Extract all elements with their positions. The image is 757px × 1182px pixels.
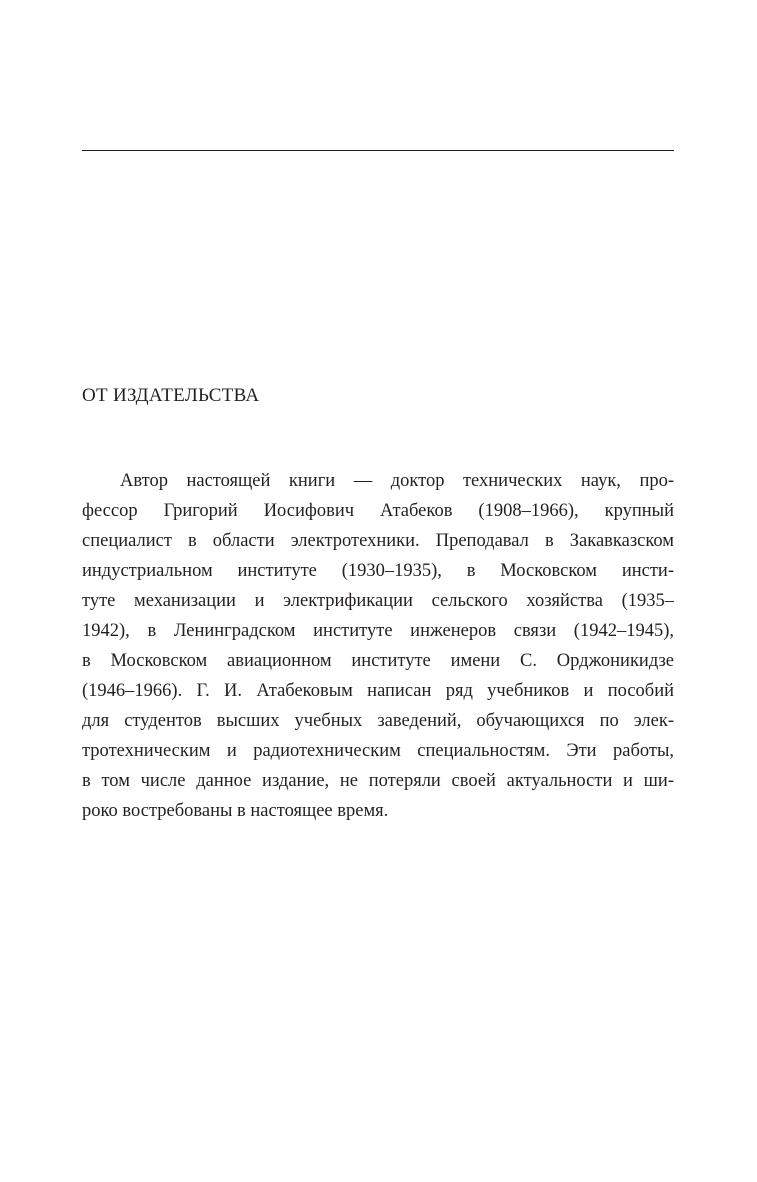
paragraph-line: (1946–1966). Г. И. Атабековым написан ряд учебников и пособий (82, 681, 674, 701)
paragraph-line: специалист в области электротехники. Преподавал в Закавказском (82, 531, 674, 551)
paragraph-line: фессор Григорий Иосифович Атабеков (1908–1966), крупный (82, 501, 674, 521)
paragraph-line: Автор настоящей книги — доктор технических наук, про- (120, 471, 674, 491)
paragraph-line: индустриальном институте (1930–1935), в Московском инсти- (82, 561, 674, 581)
section-heading: ОТ ИЗДАТЕЛЬСТВА (82, 385, 260, 406)
publisher-note-paragraph (82, 466, 674, 826)
paragraph-line: роко востребованы в настоящее время. (82, 801, 389, 821)
paragraph-line: в Московском авиационном институте имени С. Орджоникидзе (82, 651, 674, 671)
paragraph-line: для студентов высших учебных заведений, обучающихся по элек- (82, 711, 674, 731)
paragraph-line: 1942), в Ленинградском институте инженеров связи (1942–1945), (82, 621, 674, 641)
paragraph-line: в том числе данное издание, не потеряли своей актуальности и ши- (82, 771, 674, 791)
paragraph-line: туте механизации и электрификации сельского хозяйства (1935– (82, 591, 674, 611)
paragraph-line: тротехническим и радиотехническим специальностям. Эти работы, (82, 741, 674, 761)
top-horizontal-rule (82, 150, 674, 151)
